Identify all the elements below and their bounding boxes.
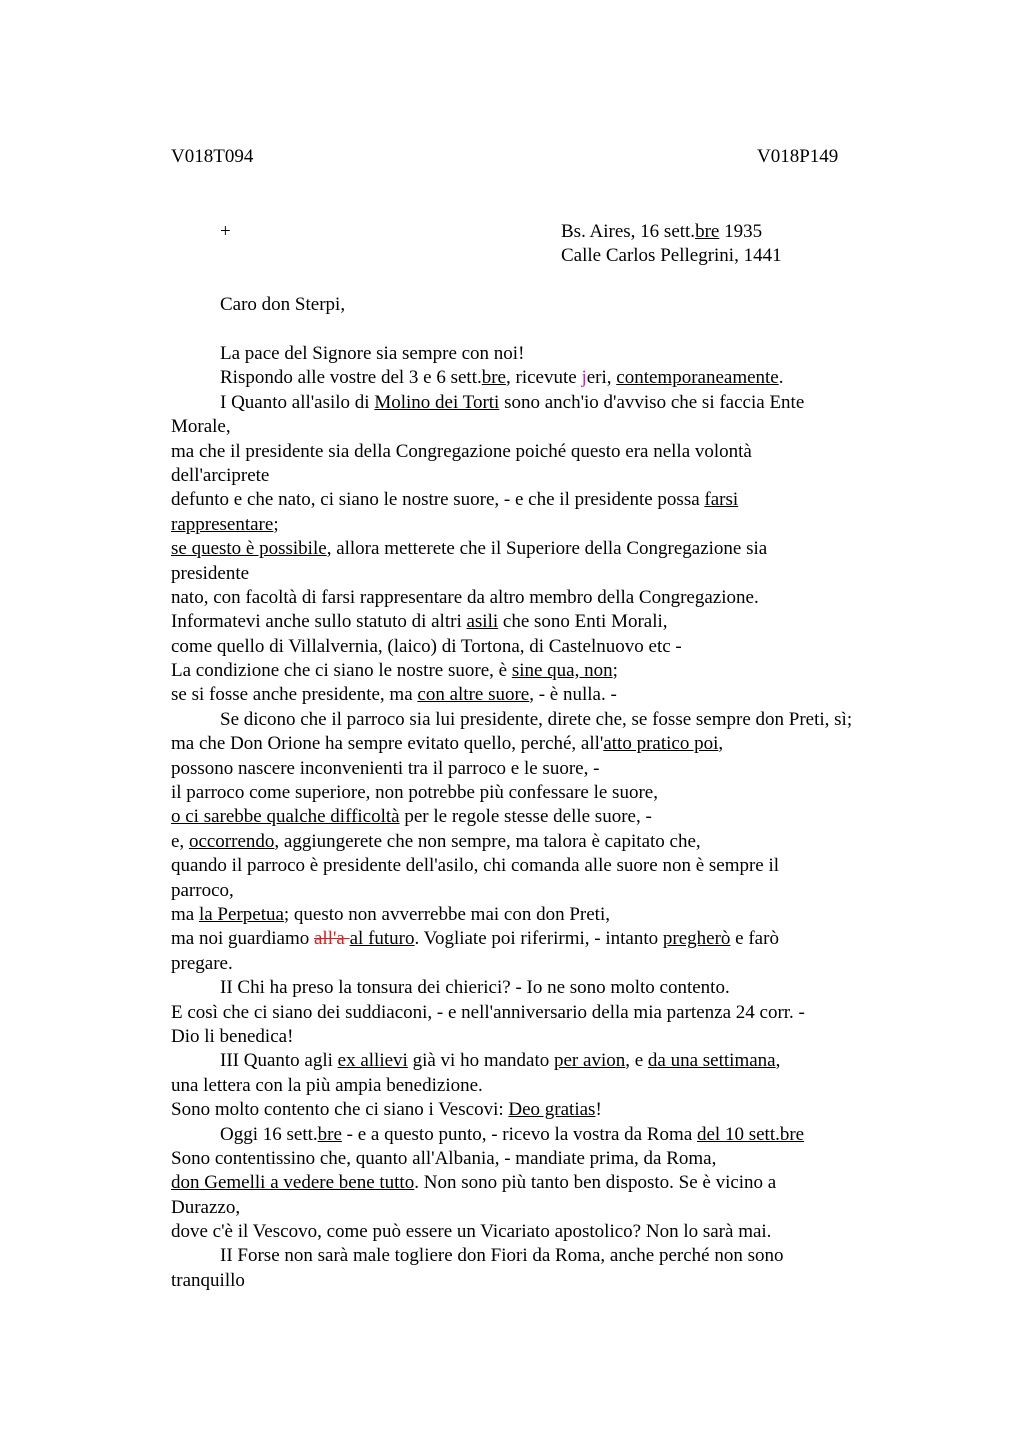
underlined-text: bre bbox=[317, 1123, 342, 1145]
text-segment: presidente bbox=[171, 562, 250, 584]
text-line bbox=[171, 879, 931, 903]
text-line bbox=[171, 659, 931, 683]
text-line bbox=[171, 415, 931, 439]
text-segment: e, bbox=[171, 830, 189, 852]
text-segment: , - è nulla. - bbox=[529, 684, 617, 706]
underlined-text: al futuro bbox=[349, 928, 415, 950]
text-segment: II Forse non sarà male togliere don Fiori da Roma, anche perché non sono bbox=[220, 1245, 784, 1267]
text-line bbox=[171, 1074, 931, 1098]
text-line bbox=[171, 952, 931, 976]
text-segment: La pace del Signore sia sempre con noi! bbox=[220, 343, 525, 364]
text-line bbox=[171, 1147, 931, 1171]
dateline-month-suffix: bre bbox=[695, 221, 720, 242]
text-segment: Informatevi anche sullo statuto di altri bbox=[171, 611, 467, 633]
text-segment: sono anch'io d'avviso che si faccia Ente bbox=[499, 391, 805, 413]
underlined-text: la Perpetua bbox=[198, 903, 284, 925]
text-segment: ma noi guardiamo bbox=[171, 928, 314, 950]
text-line bbox=[171, 586, 931, 610]
text-line bbox=[171, 488, 931, 512]
text-segment: Se dicono che il parroco sia lui presidente, direte che, se fosse sempre don Preti, sì; bbox=[220, 708, 853, 730]
dateline-address: Calle Carlos Pellegrini, 1441 bbox=[561, 245, 782, 266]
text-line bbox=[171, 366, 931, 390]
text-segment: , aggiungerete che non sempre, ma talora è capitato che, bbox=[274, 830, 701, 852]
text-segment: III Quanto agli bbox=[220, 1050, 338, 1072]
text-segment: dove c'è il Vescovo, come può essere un Vicariato apostolico? Non lo sarà mai. bbox=[171, 1221, 772, 1243]
text-segment: La condizione che ci siano le nostre suore, è bbox=[171, 660, 512, 682]
underlined-text: sine qua, non bbox=[511, 660, 613, 682]
text-segment: - e a questo punto, - ricevo la vostra da Roma bbox=[341, 1123, 697, 1145]
document-code-right: V018P149 bbox=[757, 146, 839, 167]
text-segment: una lettera con la più ampia benedizione. bbox=[171, 1074, 483, 1096]
text-segment: per le regole stesse delle suore, - bbox=[399, 806, 652, 828]
underlined-text: asili bbox=[466, 611, 499, 633]
underlined-text: Deo gratias bbox=[508, 1099, 596, 1121]
text-segment: e farò bbox=[730, 928, 779, 950]
underlined-text: contemporaneamente bbox=[616, 367, 779, 389]
text-segment: ; bbox=[612, 660, 618, 682]
text-line bbox=[171, 903, 931, 927]
text-segment: . bbox=[778, 367, 784, 389]
text-segment: ma che il presidente sia della Congregazione poiché questo era nella volontà bbox=[171, 440, 752, 462]
text-segment: Morale, bbox=[171, 416, 231, 438]
underlined-text: occorrendo bbox=[188, 830, 275, 852]
underlined-text: pregherò bbox=[662, 928, 731, 950]
text-line bbox=[171, 513, 931, 537]
underlined-text: da una settimana bbox=[647, 1050, 776, 1072]
document-code-left: V018T094 bbox=[171, 146, 254, 167]
text-line bbox=[171, 537, 931, 561]
cross-mark: + bbox=[220, 221, 231, 242]
text-segment: , bbox=[718, 733, 724, 755]
text-segment: che sono Enti Morali, bbox=[498, 611, 668, 633]
text-line bbox=[171, 391, 931, 415]
underlined-text: atto pratico poi bbox=[603, 733, 719, 755]
text-segment: Dio li benedica! bbox=[171, 1025, 294, 1047]
text-segment: Rispondo alle vostre del 3 e 6 sett. bbox=[220, 367, 482, 389]
text-segment: ! bbox=[595, 1099, 602, 1121]
text-segment: I Quanto all'asilo di bbox=[220, 391, 375, 413]
underlined-text: del 10 sett.bre bbox=[697, 1123, 805, 1145]
text-segment: già vi ho mandato bbox=[407, 1050, 554, 1072]
underlined-text: bre bbox=[481, 367, 506, 389]
underlined-text: don Gemelli a vedere bene tutto bbox=[171, 1172, 415, 1194]
text-segment: Sono contentissino che, quanto all'Albania, - mandiate prima, da Roma, bbox=[171, 1147, 717, 1169]
highlighted-letter: j bbox=[581, 367, 587, 389]
underlined-text: con altre suore bbox=[417, 684, 530, 706]
underlined-text: farsi bbox=[704, 489, 739, 511]
text-line bbox=[171, 1244, 931, 1268]
text-segment: ma che Don Orione ha sempre evitato quello, perché, all' bbox=[171, 733, 604, 755]
text-line bbox=[171, 976, 931, 1000]
text-line bbox=[171, 1098, 931, 1122]
text-segment: eri, bbox=[586, 367, 617, 389]
text-line bbox=[171, 830, 931, 854]
text-segment: dell'arciprete bbox=[171, 464, 270, 486]
text-segment: pregare. bbox=[171, 952, 233, 974]
text-segment: il parroco come superiore, non potrebbe più confessare le suore, bbox=[171, 782, 658, 804]
text-segment: defunto e che nato, ci siano le nostre suore, - e che il presidente possa bbox=[171, 489, 705, 511]
text-line bbox=[171, 805, 931, 829]
text-line bbox=[171, 464, 931, 488]
text-line bbox=[171, 781, 931, 805]
dateline bbox=[561, 221, 762, 243]
text-line bbox=[171, 757, 931, 781]
underlined-text: se questo è possibile bbox=[171, 538, 327, 560]
text-segment: tranquillo bbox=[171, 1269, 245, 1291]
text-line bbox=[171, 342, 931, 366]
text-segment: Sono molto contento che ci siano i Vescovi: bbox=[171, 1099, 509, 1121]
text-segment: quando il parroco è presidente dell'asilo, chi comanda alle suore non è sempre il bbox=[171, 855, 780, 877]
text-segment: . Non sono più tanto ben disposto. Se è vicino a bbox=[414, 1172, 777, 1194]
text-line bbox=[171, 854, 931, 878]
text-segment: , allora metterete che il Superiore della Congregazione sia bbox=[326, 538, 768, 560]
underlined-text: ex allievi bbox=[337, 1050, 408, 1072]
text-line bbox=[171, 610, 931, 634]
text-segment: ma bbox=[171, 903, 199, 925]
dateline-place-date: Bs. Aires, 16 sett. bbox=[561, 221, 696, 242]
text-line bbox=[171, 708, 931, 732]
text-segment: ; questo non avverrebbe mai con don Preti, bbox=[283, 903, 610, 925]
text-line bbox=[171, 1220, 931, 1244]
text-segment: come quello di Villalvernia, (laico) di Tortona, di Castelnuovo etc - bbox=[171, 635, 682, 657]
underlined-text: Molino dei Torti bbox=[374, 391, 500, 413]
text-line bbox=[171, 1001, 931, 1025]
text-segment: Oggi 16 sett. bbox=[220, 1123, 318, 1145]
letter-body bbox=[171, 342, 931, 1293]
underlined-text: o ci sarebbe qualche difficoltà bbox=[171, 806, 400, 828]
text-segment: possono nascere inconvenienti tra il parroco e le suore, - bbox=[171, 757, 600, 779]
text-segment: E così che ci siano dei suddiaconi, - e nell'anniversario della mia partenza 24 corr. - bbox=[171, 1001, 805, 1023]
dateline-year: 1935 bbox=[719, 221, 763, 242]
text-line bbox=[171, 1049, 931, 1073]
text-segment: Durazzo, bbox=[171, 1196, 241, 1218]
text-line bbox=[171, 1123, 931, 1147]
text-line bbox=[171, 1171, 931, 1195]
text-segment: II Chi ha preso la tonsura dei chierici? - Io ne sono molto contento. bbox=[220, 977, 730, 999]
text-line bbox=[171, 1269, 931, 1293]
text-segment: se si fosse anche presidente, ma bbox=[171, 684, 418, 706]
text-line bbox=[171, 927, 931, 951]
text-line bbox=[171, 1196, 931, 1220]
text-segment: . Vogliate poi riferirmi, - intanto bbox=[414, 928, 663, 950]
text-segment: parroco, bbox=[171, 879, 234, 901]
text-line bbox=[171, 562, 931, 586]
text-line bbox=[171, 1025, 931, 1049]
text-segment: , e bbox=[625, 1050, 648, 1072]
text-line bbox=[171, 635, 931, 659]
underlined-text: per avion bbox=[554, 1050, 626, 1072]
text-segment: ; bbox=[273, 513, 279, 535]
text-line bbox=[171, 683, 931, 707]
struck-text: all'a bbox=[314, 928, 350, 950]
text-line bbox=[171, 732, 931, 756]
text-segment: , ricevute bbox=[506, 367, 582, 389]
salutation: Caro don Sterpi, bbox=[220, 294, 346, 315]
text-segment: , bbox=[775, 1050, 781, 1072]
text-line bbox=[171, 440, 931, 464]
text-segment: nato, con facoltà di farsi rappresentare da altro membro della Congregazione. bbox=[171, 586, 759, 608]
underlined-text: rappresentare bbox=[171, 513, 274, 535]
